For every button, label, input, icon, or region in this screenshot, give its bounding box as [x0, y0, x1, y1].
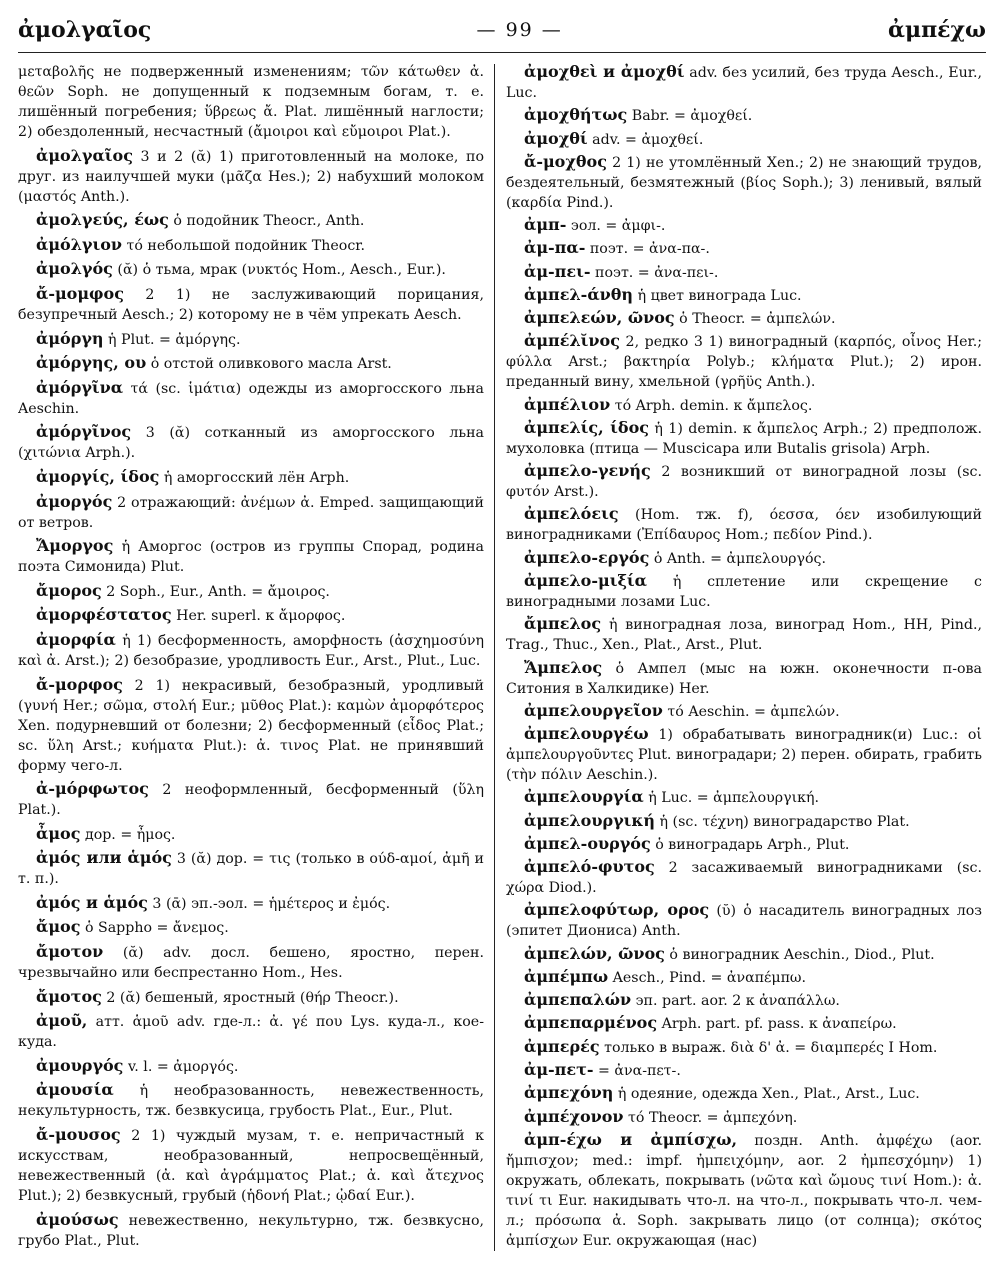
entry-definition: ἡ одеяние, одежда Xen., Plat., Arst., Luc.: [617, 1086, 920, 1103]
entry-headword: ἀμπ-έχω и ἀμπίσχω,: [524, 1129, 738, 1149]
entry-definition: 2 возникший от виноградной лозы (sc. φυτόν Arst.).: [506, 464, 982, 501]
entry-headword: ἀμουσία: [36, 1080, 114, 1100]
entry-headword: ἀμ-πετ-: [524, 1059, 594, 1079]
entry-headword: ἀμοχθήτως: [524, 105, 628, 125]
entry-headword: ἀ-μόρφωτος: [36, 779, 149, 799]
entry-definition: эол. = ἀμφι-.: [570, 218, 666, 235]
entry-headword: ἀμοῦ,: [36, 1011, 88, 1031]
dictionary-entry: [506, 1037, 982, 1058]
entry-definition: τό Theocr. = ἀμπεχόνη.: [628, 1109, 798, 1126]
entry-headword: ἀμ-πα-: [524, 238, 586, 258]
entry-definition: (Hom. тж. f), όεσσα, όεν изобилующий виноградниками (Ἐπίδαυρος Hom.; πεδίον Pind.).: [506, 507, 982, 544]
entry-definition: ἡ необразованность, невежественность, некультурность, тж. безвкусица, грубость Plat., Eur., Plut.: [18, 1083, 484, 1120]
entry-headword: ἀμ-πει-: [524, 261, 591, 281]
dictionary-entry: [18, 675, 484, 776]
entry-headword: ἀμπέλιον: [524, 394, 611, 414]
dictionary-entry: [506, 1130, 982, 1251]
entry-headword: ἀμοχθεὶ и ἀμοχθί: [524, 62, 685, 81]
entry-definition: только в выраж. διὰ δ' ἀ. = διαμπερές I Hom.: [604, 1039, 938, 1056]
entry-headword: ἄ-μορφος: [36, 674, 123, 694]
dictionary-entry: [18, 353, 484, 374]
dictionary-entry: [18, 329, 484, 350]
entry-headword: ἀμός или ἁμός: [36, 848, 172, 868]
entry-definition: 3 и 2 (ᾰ) 1) приготовленный на молоке, по друг. из наилучшей муки (μᾶζα Hes.); 2) набухший молоком (μαστός Anth.).: [18, 148, 484, 205]
dictionary-entry: [18, 1056, 484, 1077]
entry-definition: 2 1) не заслуживающий порицания, безупречный Aesch.; 2) которому не в чём упрекать Aesch.: [18, 286, 484, 323]
dictionary-entry: [18, 536, 484, 577]
entry-definition: 2 неоформленный, бесформенный (ὕλη Plat.).: [18, 782, 484, 819]
entry-definition: поэт. = ἀνα-πα-.: [589, 241, 710, 258]
dictionary-entry: [18, 235, 484, 256]
column-divider: [494, 64, 495, 1251]
dictionary-entry: [506, 105, 982, 126]
entry-headword: ἀμόλγιον: [36, 234, 122, 254]
entry-headword: ἀμοργός: [36, 491, 113, 511]
entry-definition: (ῠ) ὁ насадитель виноградных лоз (эпитет Диониса) Anth.: [506, 903, 982, 940]
dictionary-entry: [18, 210, 484, 231]
dictionary-entry: [506, 395, 982, 416]
dictionary-entry: [18, 893, 484, 914]
entry-headword: ἀμπελεών, ῶνος: [524, 308, 675, 328]
entry-definition: 2 1) не утомлённый Xen.; 2) не знающий трудов, бездеятельный, безмятежный (βίος Soph.); 3) ленивый, вялый (καρδία Pind.).: [506, 154, 982, 211]
entry-definition: поэт. = ἀνα-πει-.: [595, 264, 719, 281]
entry-headword: ἄμος: [36, 917, 81, 937]
entry-definition: Babr. = ἀμοχθεί.: [631, 108, 753, 125]
entry-headword: ἀμπέλῐνος: [524, 331, 620, 351]
dictionary-entry: [506, 215, 982, 236]
entry-headword: ἀμπεπαλών: [524, 990, 632, 1010]
entry-headword: ἀμοργίς, ίδος: [36, 466, 160, 486]
dictionary-entry: [506, 811, 982, 832]
entry-definition: τό небольшой подойник Theocr.: [126, 237, 366, 254]
dictionary-entry: [506, 262, 982, 283]
entry-definition: ἡ цвет винограда Luc.: [637, 287, 802, 304]
entry-headword: ἀμπερές: [524, 1036, 600, 1056]
dictionary-entry: [506, 504, 982, 545]
entry-definition: ἡ аморгосский лён Arph.: [163, 469, 350, 486]
dictionary-entry: [506, 990, 982, 1011]
left-running-headword: ἀμολγαῖος: [18, 17, 152, 43]
dictionary-entry: [18, 779, 484, 820]
entry-definition: Arph. part. pf. pass. к ἀναπείρω.: [661, 1016, 897, 1033]
dictionary-entry: [18, 848, 484, 889]
dictionary-entry: [506, 944, 982, 965]
entry-definition: ἡ (sc. τέχνη) виноградарство Plat.: [659, 813, 910, 830]
entry-headword: ἆμος: [36, 823, 81, 843]
entry-headword: ἄ-μομφος: [36, 283, 124, 303]
entry-definition: τό Aeschin. = ἀμπελών.: [667, 703, 840, 720]
entry-definition: ὁ виноградарь Arph., Plut.: [655, 836, 850, 853]
entry-headword: ἀμπελουργέω: [524, 724, 649, 744]
entry-definition: ὁ Ампел (мыс на южн. оконечности п-ова Ситония в Халкидике) Her.: [506, 660, 982, 697]
dictionary-entry: [18, 942, 484, 983]
entry-definition: = ἀνα-πετ-.: [598, 1062, 681, 1079]
entry-definition: ἡ сплетение или скрещение с виноградными лозами Luc.: [506, 573, 982, 610]
dictionary-entry: [506, 1013, 982, 1034]
dictionary-entry: [506, 658, 982, 699]
entry-definition: дор. = ἦμος.: [84, 826, 176, 843]
entry-headword: ἀμπεπαρμένος: [524, 1013, 658, 1033]
entry-headword: ἄ-μοχθος: [524, 151, 607, 171]
dictionary-entry: [18, 62, 484, 142]
entry-headword: ἀμούσως: [36, 1209, 119, 1229]
dictionary-entry: [18, 492, 484, 533]
entry-definition: 1) обрабатывать виноградник(и) Luc.: οἱ ἀμπελουργοῦντες Plut. виноградари; 2) перен. обирать, грабить (τὴν πόλιν Aeschin.).: [506, 727, 982, 784]
dictionary-entry: [18, 581, 484, 602]
dictionary-entry: [18, 630, 484, 671]
entry-definition: 3 (ᾱ) эп.-эол. = ἡμέτερος и ἐμός.: [152, 895, 391, 912]
dictionary-entry: [506, 787, 982, 808]
entry-definition: (ᾰ) adv. досл. бешено, яростно, перен. чрезвычайно или беспрестанно Hom., Hes.: [18, 945, 484, 982]
entry-headword: ἀμπελίς, ίδος: [524, 417, 650, 437]
dictionary-entry: [18, 146, 484, 207]
page-header: [18, 8, 986, 53]
entry-headword: ἀμός и ἁμός: [36, 892, 148, 912]
dictionary-entry: [506, 571, 982, 612]
entry-headword: ἀμολγαῖος: [36, 145, 133, 165]
entry-headword: ἀμοχθί: [524, 128, 588, 148]
entry-definition: 2 (ᾰ) бешеный, яростный (θήρ Theocr.).: [106, 989, 399, 1006]
entry-headword: ἀμπελο-γενής: [524, 461, 651, 481]
dictionary-entry: [506, 967, 982, 988]
entry-definition: ὁ подойник Theocr., Anth.: [173, 213, 365, 230]
entry-definition: 2 1) чуждый музам, т. е. непричастный к искусствам, необразованный, непросвещённый, невежественный (ἀ. καὶ ἀγράμματος Plat.; ἀ. καὶ ἄτεχνος Plut.); 2) безвкусный, грубый (ἡδονή Plat.; ᾠδαί Eur.).: [18, 1128, 484, 1205]
entry-definition: Aesch., Pind. = ἀναπέμπω.: [612, 969, 806, 986]
entry-definition: ἡ виноградная лоза, виноград Hom., HH, Pind., Trag., Thuc., Xen., Plat., Arst., Plut.: [506, 617, 982, 654]
entry-definition: (ᾰ) ὁ тьма, мрак (νυκτός Hom., Aesch., Eur.).: [117, 262, 446, 279]
dictionary-entry: [506, 614, 982, 655]
dictionary-entry: [506, 857, 982, 898]
entry-definition: 2 1) некрасивый, безобразный, уродливый (γυνή Her.; σῶμα, στολή Eur.; μῦθος Plat.): καμὼν ἀμορφότερος Xen. подурневший от болезни; 2) бесформенный (εἶδος Plat.; sc. ὕλη Arst.; κυήματα Plut.): ἀ. τινος Plat. не принявший форму чего-л.: [18, 677, 484, 774]
right-column: [506, 62, 982, 1251]
entry-headword: ἀμορφέστατος: [36, 605, 172, 625]
entry-headword: ἀμπελο-εργός: [524, 547, 650, 567]
entry-definition: эп. part. aor. 2 к ἀναπάλλω.: [635, 993, 840, 1010]
entry-definition: невежественно, некультурно, тж. безвкусно, грубо Plat., Plut.: [18, 1212, 484, 1249]
entry-headword: ἄ-μουσος: [36, 1125, 121, 1145]
dictionary-entry: [18, 259, 484, 280]
dictionary-entry: [506, 834, 982, 855]
entry-headword: ἀμόργη: [36, 328, 104, 348]
entry-headword: ἀμπ-: [524, 215, 567, 235]
entry-definition: 2 засаживаемый виноградниками (sc. χώρα Diod.).: [506, 860, 982, 897]
entry-headword: ἀμπέμπω: [524, 966, 609, 986]
entry-headword: Ἄμπελος: [524, 657, 603, 677]
entry-headword: ἀμπελ-άνθη: [524, 284, 634, 304]
dictionary-entry: [506, 461, 982, 502]
entry-definition: ὁ Theocr. = ἀμπελών.: [679, 311, 836, 328]
entry-definition: ἡ Plut. = ἀμόργης.: [108, 331, 241, 348]
entry-definition: adv. без усилий, без труда Aesch., Eur., Luc.: [506, 65, 982, 101]
entry-headword: ἀμπέχονον: [524, 1106, 624, 1126]
entry-definition: 2, редко 3 1) виноградный (καρπός, οἶνος Her.; φύλλα Arst.; βακτηρία Polyb.; κλήματα Plut.); 2) ирон. преданный вину, хмельной (γρῆϋς Anth.).: [506, 334, 982, 391]
dictionary-entry: [18, 605, 484, 626]
entry-headword: ἀμόργης, ου: [36, 353, 147, 373]
dictionary-entry: [18, 467, 484, 488]
entry-definition: Her. superl. к ἄμορφος.: [176, 608, 346, 625]
dictionary-entry: [506, 548, 982, 569]
entry-headword: ἀμόργῖνα: [36, 377, 124, 397]
entry-definition: ἡ Аморгос (остров из группы Спорад, родина поэта Симонида) Plut.: [18, 539, 484, 576]
entry-headword: ἀμπελό-φυτος: [524, 857, 655, 877]
entry-headword: ἀμπελο-μιξία: [524, 570, 647, 590]
entry-headword: ἀμολγός: [36, 259, 113, 279]
dictionary-entry: [506, 62, 982, 103]
dictionary-entry: [506, 129, 982, 150]
entry-definition: 3 (ᾰ) дор. = τις (только в ούδ-αμοί, ἀμῆ и т. п.).: [18, 851, 484, 888]
entry-definition: v. l. = ἀμοργός.: [127, 1058, 239, 1075]
entry-headword: ἀμουργός: [36, 1055, 124, 1075]
entry-definition: 3 (ᾰ) сотканный из аморгосского льна (χιτώνια Arph.).: [18, 425, 484, 462]
entry-headword: ἄμοτος: [36, 986, 102, 1006]
entry-headword: ἀμπελουργική: [524, 810, 656, 830]
entry-definition: атт. ἁμοῦ adv. где-л.: ἀ. γέ που Lys. куда-л., кое-куда.: [18, 1014, 484, 1051]
dictionary-entry: [506, 331, 982, 392]
entry-definition: τό Arph. demin. к ἄμπελος.: [614, 397, 813, 414]
dictionary-entry: [506, 1107, 982, 1128]
entry-headword: ἀμπελοφύτωρ, ορος: [524, 900, 710, 920]
entry-headword: Ἄμοργος: [36, 536, 114, 556]
entry-headword: ἀμπελόεις: [524, 504, 619, 524]
page-number: — 99 —: [476, 19, 563, 41]
dictionary-entry: [18, 1011, 484, 1052]
dictionary-entry: [18, 917, 484, 938]
dictionary-entry: [506, 152, 982, 213]
entry-definition: поздн. Anth. ἀμφέχω (aor. ἤμπισχον; med.: impf. ἠμπειχόμην, aor. 2 ἠμπεσχόμην) 1) окружать, облекать, покрывать (νῶτα καὶ ὤμους τινί Hom.): ἀ. τινί τι Eur. накидывать что-л. на что-л., покрывать что-л. чем-л.; πρόσωπα ἀ. Soph. закрывать лицо (от солнца); σκότος ἀμπίσχων Eur. окружающая (нас): [506, 1132, 982, 1249]
dictionary-entry: [506, 701, 982, 722]
entry-definition: ὁ Sappho = ἄνεμος.: [84, 920, 229, 937]
entry-headword: ἀμπελών, ῶνος: [524, 943, 665, 963]
dictionary-entry: [506, 1083, 982, 1104]
dictionary-entry: [506, 1060, 982, 1081]
entry-headword: ἀμπελ-ουργός: [524, 833, 651, 853]
right-running-headword: ἀμπέχω: [888, 17, 986, 43]
dictionary-entry: [18, 987, 484, 1008]
entry-definition: ἡ 1) demin. к ἄμπελος Arph.; 2) предполож. мухоловка (птица — Muscicapa или Butalis grisola) Arph.: [506, 420, 982, 457]
entry-headword: ἄμορος: [36, 580, 102, 600]
dictionary-entry: [18, 1080, 484, 1121]
entry-headword: ἀμόργῖνος: [36, 422, 132, 442]
dictionary-entry: [18, 378, 484, 419]
entry-headword: ἀμπελουργεῖον: [524, 700, 663, 720]
entry-definition: ὁ виноградник Aeschin., Diod., Plut.: [669, 946, 935, 963]
dictionary-entry: [18, 824, 484, 845]
dictionary-entry: [506, 285, 982, 306]
entry-headword: ἀμολγεύς, έως: [36, 210, 169, 230]
dictionary-entry: [18, 1210, 484, 1251]
entry-definition: 2 отражающий: ἀνέμων ἀ. Emped. защищающий от ветров.: [18, 494, 484, 531]
entry-definition: τά (sc. ἱμάτια) одежды из аморгосского льна Aeschin.: [18, 380, 484, 417]
entry-headword: ἀμορφία: [36, 629, 116, 649]
entry-headword: ἀμπελουργία: [524, 787, 644, 807]
dictionary-entry: [18, 422, 484, 463]
dictionary-entry: [506, 238, 982, 259]
dictionary-entry: [18, 1125, 484, 1206]
entry-definition: adv. = ἀμοχθεί.: [592, 131, 704, 148]
left-column: [18, 62, 484, 1251]
dictionary-entry: [18, 284, 484, 325]
entry-definition: ἡ 1) бесформенность, аморфность (ἀσχημοσύνη καὶ ἀ. Arst.); 2) безобразие, уродливость Eur., Arst., Plut., Luc.: [18, 632, 484, 669]
entry-headword: ἀμπεχόνη: [524, 1083, 614, 1103]
entry-headword: ἄμπελος: [524, 614, 602, 634]
entry-definition: ὁ Anth. = ἀμπελουργός.: [653, 550, 827, 567]
entry-definition: 2 Soph., Eur., Anth. = ἄμοιρος.: [106, 583, 330, 600]
entry-headword: ἄμοτον: [36, 942, 104, 962]
dictionary-entry: [506, 418, 982, 459]
dictionary-entry: [506, 308, 982, 329]
entry-definition: ἡ Luc. = ἀμπελουργική.: [648, 790, 820, 807]
dictionary-entry: [506, 900, 982, 941]
entry-definition: μεταβολῆς не подверженный изменениям; τῶν κάτωθεν ἀ. θεῶν Soph. не допущенный к подземным богам, т. е. лишённый погребения; ὕβρεως ἄ. Plat. лишённый наглости; 2) обездоленный, несчастный (ἄμοιροι καὶ εὔμοιροι Plat.).: [18, 64, 484, 140]
entry-definition: ὁ отстой оливкового масла Arst.: [150, 356, 392, 373]
dictionary-entry: [506, 724, 982, 785]
